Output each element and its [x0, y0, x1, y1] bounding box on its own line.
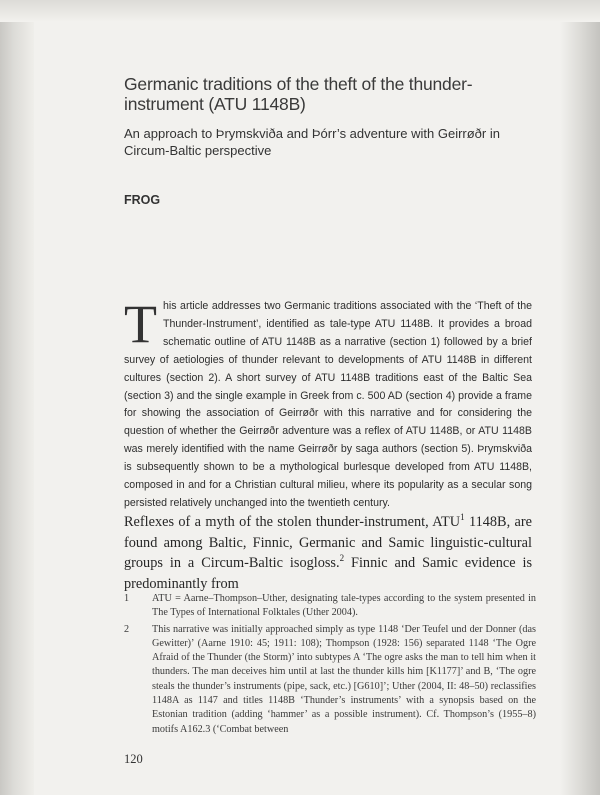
article-subtitle: An approach to Þrymskviða and Þórr’s adventure with Geirrøðr in Circum-Baltic perspective	[124, 126, 500, 158]
drop-cap: T	[124, 294, 157, 354]
footnote-number: 2	[124, 623, 130, 635]
body-paragraph	[124, 512, 532, 594]
footnote-number: 1	[124, 593, 130, 604]
abstract-text: his article addresses two Germanic traditions associated with the ‘Theft of the Thunder-Instrument’, identified as tale-type ATU 1148B. It provides a broad schematic outline of ATU 1148B as a narrative (section 1) followed by a brief survey of aetiologies of thunder relevant to developments of ATU 1148B in different cultures (section 2). A short survey of ATU 1148B traditions east of the Baltic Sea (section 3) and the single example in Greek from c. 500 AD (section 4) provide a frame for showing the association of Geirrøðr with this narrative and for considering the question of whether the Geirrøðr adventure was a reflex of ATU 1148B, or ATU 1148B was merely identified with the name Geirrøðr by saga authors (section 5). Þrymskviða is subsequently shown to be a mythological burlesque developed from ATU 1148B, composed in and for a Christian cultural milieu, where its popularity as a secular song persisted relatively unchanged into the twentieth century.	[124, 300, 532, 509]
footnote	[124, 623, 536, 737]
footnote-ref-1[interactable]: 1	[460, 512, 465, 523]
footnote-text: This narrative was initially approached simply as type 1148 ‘Der Teufel und der Donner (das Gewitter)’ (Aarne 1910: 45; 1911: 108); Thompson (1928: 156) separated 1148 ‘The Ogre Afraid of the Thunder (the Storm)’ into subtypes A ‘The ogre asks the man to tell him when it thunders. The man deceives him until at last the thunder kills him [K1177]’ and B, ‘The ogre steals the thunder’s instruments (pipe, sack, etc.) [G610]’; Uther (2004, II: 48–50) reclassifies 1148A as 1147 and titles 1148B ‘Thunder’s instruments’ with a synopsis based on the Estonian tradition (adding ‘hammer’ as a possible instrument). Cf. Thompson’s (1955–8) motifs A162.3 (‘Combat between	[152, 623, 536, 735]
footnote-text: ATU = Aarne–Thompson–Uther, designating tale-types according to the system presented in The Types of International Folktales (Uther 2004).	[152, 593, 536, 619]
body-text-part-1: Reflexes of a myth of the stolen thunder-instrument, ATU	[124, 514, 461, 530]
abstract	[124, 294, 532, 513]
body-text-part-2: 1148B, are found among Baltic, Finnic, Germanic and Samic linguistic-cultural groups in a Circum-Baltic isogloss.	[124, 514, 532, 571]
footnotes	[124, 592, 536, 739]
footnote-ref-2[interactable]: 2	[339, 553, 345, 564]
author-name: FROG	[124, 193, 161, 207]
footnote	[124, 592, 536, 621]
article-title: Germanic traditions of the theft of the thunder-instrument (ATU 1148B)	[124, 74, 473, 114]
page-number: 120	[124, 752, 143, 766]
body-text-part-3: Finnic and Samic evidence is predominantly from	[124, 555, 533, 592]
